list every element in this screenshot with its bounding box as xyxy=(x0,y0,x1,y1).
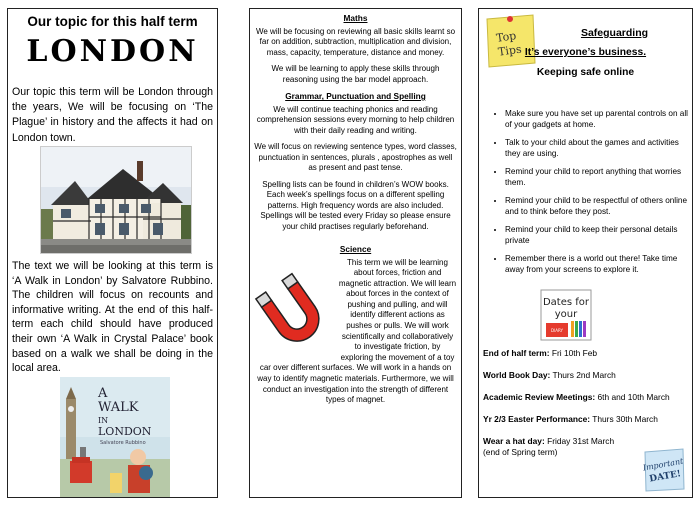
topic-title: LONDON xyxy=(26,34,199,69)
date-label: Yr 2/3 Easter Performance: xyxy=(483,414,591,424)
gps-paragraph-3: Spelling lists can be found in children’s WOW books. Each week’s spellings focus on a different spelling patterns. High frequency words are also included. Spellings will be tested every Friday so please ensure your child practises regularly beforehand. xyxy=(260,179,451,231)
date-item xyxy=(483,392,688,403)
dates-img-line-1: Dates for xyxy=(542,297,590,308)
book-title-walk: WALK xyxy=(98,400,139,415)
important-line-1: Important xyxy=(642,456,684,473)
date-value: Thurs 30th March xyxy=(590,414,658,424)
maths-paragraph-2: We will be learning to apply these skills through reasoning using the bar model approach. xyxy=(271,64,440,84)
important-date-note-icon xyxy=(642,447,686,493)
book-title-in: IN xyxy=(98,416,109,425)
list-item: • Remind your child to keep their personal details private xyxy=(505,225,688,246)
book-cover-image xyxy=(60,377,170,497)
panel-curriculum xyxy=(249,8,462,498)
topic-heading: Our topic for this half term xyxy=(27,14,198,29)
date-value: Fri 10th Feb xyxy=(549,348,598,358)
panel-topic xyxy=(7,8,218,498)
tips-line-2: Tips xyxy=(497,42,523,59)
top-tips-note-icon xyxy=(483,13,537,69)
topic-intro: Our topic this term will be London through the years, We will be focusing on ‘The Plague’ in history and the affects it had on London town. xyxy=(12,86,213,144)
list-item: • Talk to your child about the games and activities they are using. xyxy=(505,138,688,159)
maths-paragraph-1: We will be focusing on reviewing all basic skills learnt so far on addition, subtraction, multiplication and division, mass, capacity, temperature, distance and money. xyxy=(255,26,456,57)
date-label: World Book Day: xyxy=(483,370,551,380)
london-building-photo xyxy=(40,146,192,254)
gps-paragraph-1: We will continue teaching phonics and reading comprehension sessions every morning to help children with their daily reading and writing. xyxy=(256,104,455,135)
book-title-london: LONDON xyxy=(98,425,152,438)
dates-for-diary-icon xyxy=(540,289,592,341)
magnet-icon xyxy=(254,270,334,355)
gps-heading: Grammar, Punctuation and Spelling xyxy=(285,91,426,101)
date-label: End of half term: xyxy=(483,348,550,358)
dates-img-diary: DIARY xyxy=(551,328,563,333)
date-label: Academic Review Meetings: xyxy=(483,392,596,402)
topic-text: The text we will be looking at this term is ‘A Walk in London’ by Salvatore Rubbino. The children will focus on recounts and informative writing. At the end of this half-term each child should have produced their own ‘A Walk in Crystal Palace’ book based on a walk we shall be doing in the local area. xyxy=(12,260,213,375)
list-item: • Make sure you have set up parental controls on all of your gadgets at home. xyxy=(505,109,688,130)
important-line-2: DATE! xyxy=(648,469,682,485)
science-paragraph: This term we will be learning about forces, friction and magnetic attraction. We will learn about forces in the context of pushing and pulling, and will identify different actions as pushes or pulls. We will work scientifically and collaboratively to investigate friction, by exploring the movement of a toy car over different surfaces. We will work in a hands on way to identify magnetic materials. Furthermore, we will conduct an investigation into the strength of different types of magnet. xyxy=(257,257,457,405)
date-value: Friday 31st March (end of Spring term) xyxy=(483,436,615,457)
maths-heading: Maths xyxy=(343,13,368,23)
date-value: 6th and 10th March xyxy=(595,392,670,402)
book-author: Salvatore Rubbino xyxy=(100,440,146,446)
book-title-a: A xyxy=(98,386,108,401)
safeguarding-heading: Safeguarding xyxy=(580,27,649,39)
gps-paragraph-2: We will focus on reviewing sentence types, word classes, punctuation in sentences, plurals , apostrophes as well as present and past tense. xyxy=(254,142,457,172)
safeguarding-slogan: It’s everyone’s business. xyxy=(524,47,647,58)
date-value: Thurs 2nd March xyxy=(550,370,616,380)
list-item: • Remind your child to be respectful of others online and to think before they post. xyxy=(505,196,688,217)
list-item: • Remember there is a world out there! Take time away from your screens to explore it. xyxy=(505,254,688,275)
safeguarding-subheading: Keeping safe online xyxy=(536,67,635,78)
date-item xyxy=(483,348,688,359)
science-heading: Science xyxy=(339,244,372,254)
date-item xyxy=(483,370,688,381)
date-label: Wear a hat day: xyxy=(483,436,545,446)
date-item xyxy=(483,436,633,458)
list-item: • Remind your child to report anything that worries them. xyxy=(505,167,688,188)
tips-line-1: Top xyxy=(495,29,518,45)
dates-img-line-2: your xyxy=(554,309,578,320)
safety-tips-list xyxy=(483,109,688,283)
panel-safeguarding xyxy=(478,8,693,498)
date-item xyxy=(483,414,688,425)
